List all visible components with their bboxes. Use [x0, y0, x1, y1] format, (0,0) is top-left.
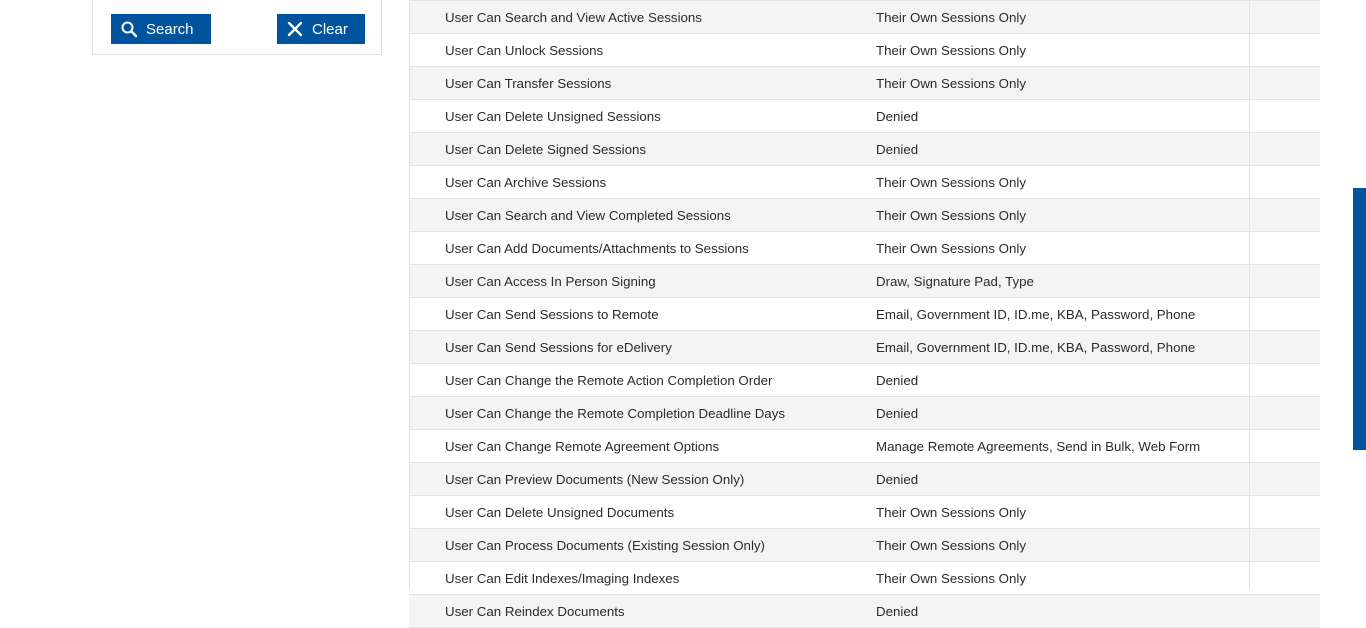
- permission-name-cell: User Can Reindex Documents: [409, 595, 842, 628]
- permission-name-cell: User Can Delete Unsigned Documents: [409, 496, 842, 529]
- table-row[interactable]: [409, 232, 1320, 265]
- table-row[interactable]: [409, 331, 1320, 364]
- vertical-scrollbar-track[interactable]: [1353, 0, 1366, 589]
- table-row[interactable]: [409, 265, 1320, 298]
- table-row[interactable]: [409, 430, 1320, 463]
- permissions-table-body: [409, 1, 1320, 628]
- search-icon: [119, 19, 139, 39]
- permission-value-cell: Their Own Sessions Only: [842, 199, 1320, 232]
- permission-name-cell: User Can Transfer Sessions: [409, 67, 842, 100]
- permission-value-cell: Their Own Sessions Only: [842, 67, 1320, 100]
- permission-name-cell: User Can Archive Sessions: [409, 166, 842, 199]
- permission-name-cell: User Can Delete Signed Sessions: [409, 133, 842, 166]
- table-row[interactable]: [409, 595, 1320, 628]
- table-right-border: [1249, 0, 1250, 589]
- table-row[interactable]: [409, 397, 1320, 430]
- permission-name-cell: User Can Change the Remote Completion Deadline Days: [409, 397, 842, 430]
- permission-value-cell: Their Own Sessions Only: [842, 496, 1320, 529]
- table-row[interactable]: [409, 496, 1320, 529]
- permission-value-cell: Email, Government ID, ID.me, KBA, Password, Phone: [842, 298, 1320, 331]
- permission-name-cell: User Can Process Documents (Existing Session Only): [409, 529, 842, 562]
- permission-name-cell: User Can Preview Documents (New Session Only): [409, 463, 842, 496]
- table-left-border: [409, 0, 410, 589]
- permission-value-cell: Email, Government ID, ID.me, KBA, Password, Phone: [842, 331, 1320, 364]
- permission-value-cell: Denied: [842, 133, 1320, 166]
- permission-value-cell: Denied: [842, 364, 1320, 397]
- close-x-icon: [285, 19, 305, 39]
- permission-name-cell: User Can Add Documents/Attachments to Sessions: [409, 232, 842, 265]
- permission-name-cell: User Can Change the Remote Action Completion Order: [409, 364, 842, 397]
- table-row[interactable]: [409, 364, 1320, 397]
- table-row[interactable]: [409, 1, 1320, 34]
- permissions-table-container[interactable]: [409, 0, 1250, 619]
- permission-value-cell: Their Own Sessions Only: [842, 232, 1320, 265]
- permission-name-cell: User Can Edit Indexes/Imaging Indexes: [409, 562, 842, 595]
- permission-name-cell: User Can Search and View Active Sessions: [409, 1, 842, 34]
- permission-value-cell: Their Own Sessions Only: [842, 1, 1320, 34]
- table-row[interactable]: [409, 166, 1320, 199]
- permission-value-cell: Their Own Sessions Only: [842, 166, 1320, 199]
- permission-name-cell: User Can Send Sessions for eDelivery: [409, 331, 842, 364]
- table-row[interactable]: [409, 100, 1320, 133]
- table-row[interactable]: [409, 562, 1320, 595]
- table-row[interactable]: [409, 199, 1320, 232]
- permission-value-cell: Denied: [842, 463, 1320, 496]
- permission-value-cell: Denied: [842, 595, 1320, 628]
- permission-name-cell: User Can Search and View Completed Sessions: [409, 199, 842, 232]
- permissions-table: [409, 0, 1320, 628]
- table-row[interactable]: [409, 67, 1320, 100]
- permission-name-cell: User Can Unlock Sessions: [409, 34, 842, 67]
- permission-name-cell: User Can Delete Unsigned Sessions: [409, 100, 842, 133]
- permission-value-cell: Their Own Sessions Only: [842, 562, 1320, 595]
- permission-value-cell: Denied: [842, 397, 1320, 430]
- permission-value-cell: Manage Remote Agreements, Send in Bulk, Web Form: [842, 430, 1320, 463]
- permission-value-cell: Their Own Sessions Only: [842, 34, 1320, 67]
- permission-name-cell: User Can Access In Person Signing: [409, 265, 842, 298]
- permission-name-cell: User Can Change Remote Agreement Options: [409, 430, 842, 463]
- search-panel: [92, 0, 382, 55]
- permission-value-cell: Their Own Sessions Only: [842, 529, 1320, 562]
- table-row[interactable]: [409, 529, 1320, 562]
- table-row[interactable]: [409, 133, 1320, 166]
- search-panel-actions: [93, 0, 381, 40]
- clear-button-label: Clear: [312, 20, 348, 38]
- clear-button[interactable]: [277, 14, 365, 44]
- vertical-scrollbar-thumb[interactable]: [1353, 188, 1366, 450]
- permission-value-cell: Denied: [842, 100, 1320, 133]
- table-row[interactable]: [409, 298, 1320, 331]
- table-row[interactable]: [409, 34, 1320, 67]
- search-button[interactable]: [111, 14, 211, 44]
- search-button-label: Search: [146, 20, 194, 38]
- table-row[interactable]: [409, 463, 1320, 496]
- permission-name-cell: User Can Send Sessions to Remote: [409, 298, 842, 331]
- permission-value-cell: Draw, Signature Pad, Type: [842, 265, 1320, 298]
